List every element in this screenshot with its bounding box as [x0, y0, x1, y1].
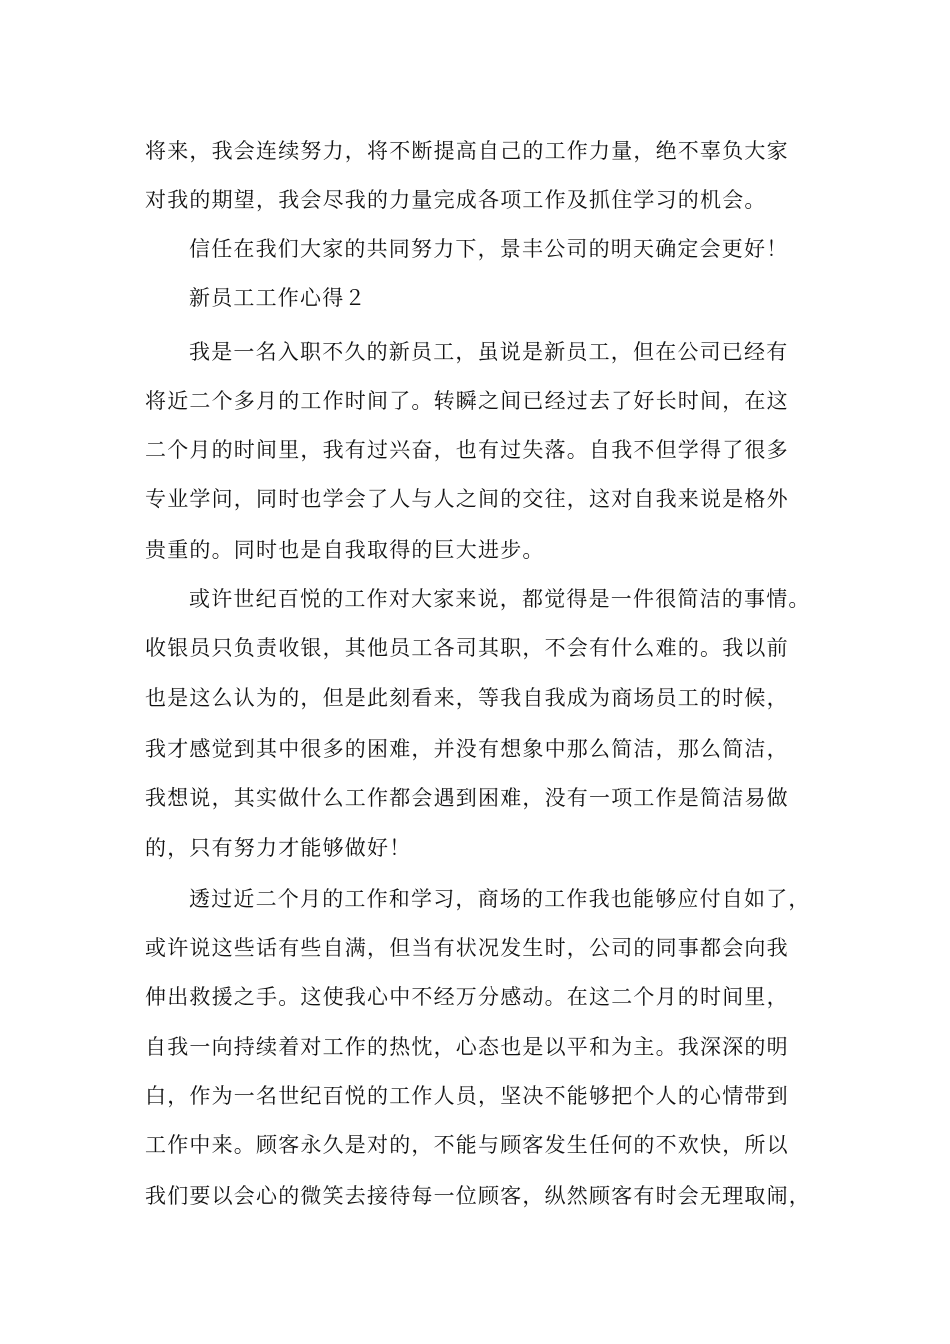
text-line: 伸出救援之手。这使我心中不经万分感动。在这二个月的时间里，	[145, 985, 789, 1009]
text-line: 自我一向持续着对工作的热忱，心态也是以平和为主。我深深的明	[145, 1035, 789, 1059]
text-line: 我是一名入职不久的新员工，虽说是新员工，但在公司已经有	[189, 340, 789, 364]
text-line: 将来，我会连续努力，将不断提高自己的工作力量，绝不辜负大家	[145, 139, 789, 163]
text-line: 将近二个多月的工作时间了。转瞬之间已经过去了好长时间，在这	[145, 389, 789, 413]
text-line: 的，只有努力才能够做好！	[145, 836, 412, 860]
text-line: 或许说这些话有些自满，但当有状况发生时，公司的同事都会向我	[145, 936, 789, 960]
text-line: 二个月的时间里，我有过兴奋，也有过失落。自我不但学得了很多	[145, 438, 789, 462]
text-line: 收银员只负责收银，其他员工各司其职，不会有什么难的。我以前	[145, 636, 789, 660]
text-line: 专业学问，同时也学会了人与人之间的交往，这对自我来说是格外	[145, 487, 789, 511]
text-line: 白，作为一名世纪百悦的工作人员，坚决不能够把个人的心情带到	[145, 1084, 789, 1108]
text-line: 也是这么认为的，但是此刻看来，等我自我成为商场员工的时候，	[145, 686, 789, 710]
text-line: 工作中来。顾客永久是对的，不能与顾客发生任何的不欢快，所以	[145, 1133, 789, 1157]
text-line: 信任在我们大家的共同努力下，景丰公司的明天确定会更好！	[189, 237, 789, 261]
text-line: 或许世纪百悦的工作对大家来说，都觉得是一件很简洁的事情。	[189, 587, 811, 611]
text-line: 对我的期望，我会尽我的力量完成各项工作及抓住学习的机会。	[145, 188, 767, 212]
text-line: 我们要以会心的微笑去接待每一位顾客，纵然顾客有时会无理取闹，	[145, 1184, 811, 1208]
text-line: 贵重的。同时也是自我取得的巨大进步。	[145, 538, 545, 562]
text-line: 我才感觉到其中很多的困难，并没有想象中那么简洁，那么简洁，	[145, 737, 789, 761]
text-line: 我想说，其实做什么工作都会遇到困难，没有一项工作是简洁易做	[145, 786, 789, 810]
section-heading: 新员工工作心得２	[189, 286, 367, 310]
text-line: 透过近二个月的工作和学习，商场的工作我也能够应付自如了，	[189, 887, 811, 911]
